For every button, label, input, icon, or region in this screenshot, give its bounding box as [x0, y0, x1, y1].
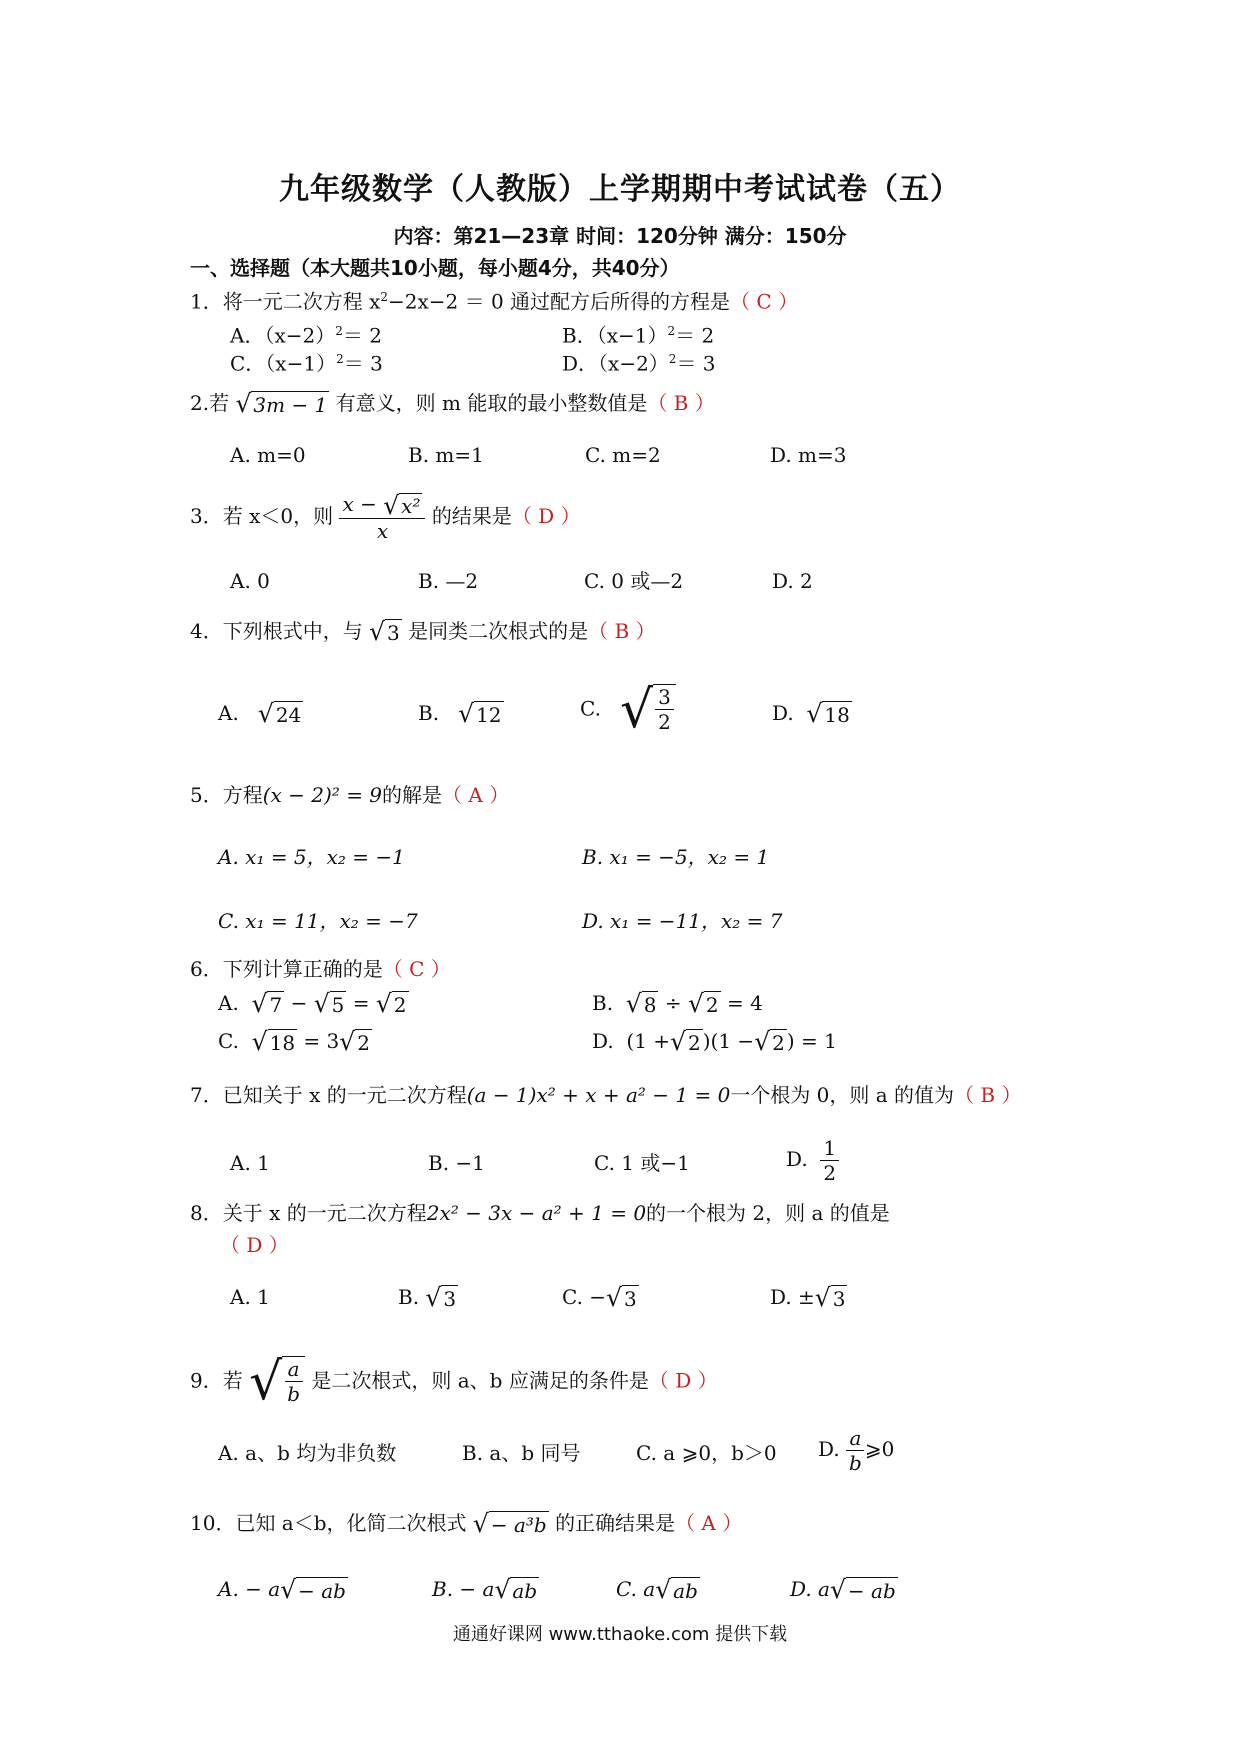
page-footer: 通通好课网 www.tthaoke.com 提供下载 — [452, 1624, 788, 1645]
answer-8: （ D ） — [220, 1233, 289, 1257]
q10-option-c: C. a √ ab — [616, 1575, 698, 1604]
q8-option-c: C. − √ 3 — [562, 1283, 637, 1312]
question-8: 8．关于 x 的一元二次方程2x² − 3x − a² + 1 = 0的一个根为 2，则 a 的值是 — [190, 1201, 890, 1225]
q4-option-c: C. √ $\frac{3}{2}$ — [580, 684, 676, 736]
q8-option-b: B. √ 3 — [398, 1283, 457, 1312]
answer-3: （ D ） — [511, 504, 581, 528]
q4-option-b: B. √ 12 — [418, 699, 502, 728]
exam-info: 内容：第21—23章 时间：120分钟 满分：150分 — [393, 224, 847, 248]
q6-option-a: A. √ 7 − √ 5 = √ 2 — [218, 989, 407, 1018]
q10-option-d: D. a √ − ab — [790, 1575, 896, 1604]
q6-option-b: B. √ 8 ÷ √ 2 = 4 — [592, 989, 763, 1018]
question-9: 9．若 √ $\frac{a}{b}$ 是二次根式，则 a、b 应满足的条件是（ D ） — [190, 1352, 718, 1412]
answer-7: （ B ） — [954, 1083, 1022, 1107]
q7-option-a: A. 1 — [230, 1151, 270, 1175]
q5-option-b: B. x₁ = −5，x₂ = 1 — [582, 845, 770, 869]
q2-option-d: D. m=3 — [770, 443, 847, 467]
q5-option-a: A. x₁ = 5，x₂ = −1 — [218, 845, 405, 869]
q10-option-b: B. − a √ ab — [432, 1575, 538, 1604]
question-6: 6．下列计算正确的是（ C ） — [190, 957, 451, 981]
q4-option-a: A. √ 24 — [218, 699, 302, 728]
q2-option-b: B. m=1 — [408, 443, 484, 467]
q1-option-a: A．$(x-2)^2= 2$ — [230, 323, 382, 348]
question-10: 10．已知 a＜b，化简二次根式 √ − a³b 的正确结果是（ A ） — [190, 1509, 743, 1538]
q9-option-c: C. a ⩾0，b＞0 — [636, 1441, 777, 1465]
sqrt-expression: √ 3m − 1 — [235, 389, 328, 418]
q9-option-d: D. $\frac{a}{b}$ ⩾0 — [818, 1426, 895, 1475]
question-1: 1．将一元二次方程 $x^2-2x-2 = 0$ 通过配方后所得的方程是（ C ） — [190, 289, 799, 314]
q3-option-a: A. 0 — [230, 569, 270, 593]
answer-4: （ B ） — [588, 619, 656, 643]
q7-option-c: C. 1 或−1 — [594, 1151, 690, 1175]
q9-option-b: B. a、b 同号 — [462, 1441, 581, 1465]
q5-option-d: D. x₁ = −11，x₂ = 7 — [582, 909, 783, 933]
answer-2: （ B ） — [647, 391, 715, 415]
q7-option-d: D. $\frac{1}{2}$ — [786, 1136, 839, 1185]
answer-1: （ C ） — [730, 289, 799, 314]
answer-9: （ D ） — [648, 1368, 718, 1393]
q8-option-d: D. ± √ 3 — [770, 1283, 846, 1312]
q1-option-b: B．$(x-1)^2= 2$ — [562, 323, 715, 348]
q6-option-c: C. √ 18 = 3 √ 2 — [218, 1027, 370, 1056]
q1-option-c: C．$(x-1)^2= 3$ — [230, 351, 383, 376]
q3-option-b: B. —2 — [418, 569, 479, 593]
q8-option-a: A. 1 — [230, 1285, 270, 1309]
q9-option-a: A. a、b 均为非负数 — [218, 1441, 397, 1465]
q10-option-a: A. − a √ − ab — [218, 1575, 346, 1604]
answer-10: （ A ） — [675, 1511, 743, 1535]
q6-option-d: D. (1 + √ 2 )(1 − √ 2 ) = 1 — [592, 1027, 837, 1056]
page-title: 九年级数学（人教版）上学期期中考试试卷（五） — [279, 172, 961, 207]
section-heading: 一、选择题（本大题共10小题，每小题4分，共40分） — [190, 256, 680, 280]
q1-option-d: D．$(x-2)^2= 3$ — [562, 351, 716, 376]
q7-option-b: B. −1 — [428, 1151, 485, 1175]
question-7: 7．已知关于 x 的一元二次方程(a − 1)x² + x + a² − 1 = 0一个根为 0，则 a 的值为（ B ） — [190, 1083, 1022, 1107]
question-5: 5．方程(x − 2)² = 9的解是（ A ） — [190, 783, 510, 807]
q2-option-c: C. m=2 — [585, 443, 661, 467]
question-2: 2.若 √ 3m − 1 有意义，则 m 能取的最小整数值是（ B ） — [190, 389, 715, 418]
q5-option-c: C. x₁ = 11，x₂ = −7 — [218, 909, 418, 933]
q4-option-d: D. √ 18 — [772, 699, 850, 728]
q3-option-d: D. 2 — [772, 569, 813, 593]
answer-6: （ C ） — [382, 957, 451, 981]
question-3: 3．若 x＜0，则 x − √ x² x 的结果是（ D ） — [190, 491, 581, 543]
fraction: x − √ x² x — [339, 492, 425, 543]
q2-option-a: A. m=0 — [230, 443, 306, 467]
answer-5: （ A ） — [442, 783, 510, 807]
question-4: 4．下列根式中，与 √ 3 是同类二次根式的是（ B ） — [190, 617, 656, 646]
q3-option-c: C. 0 或—2 — [584, 569, 684, 593]
